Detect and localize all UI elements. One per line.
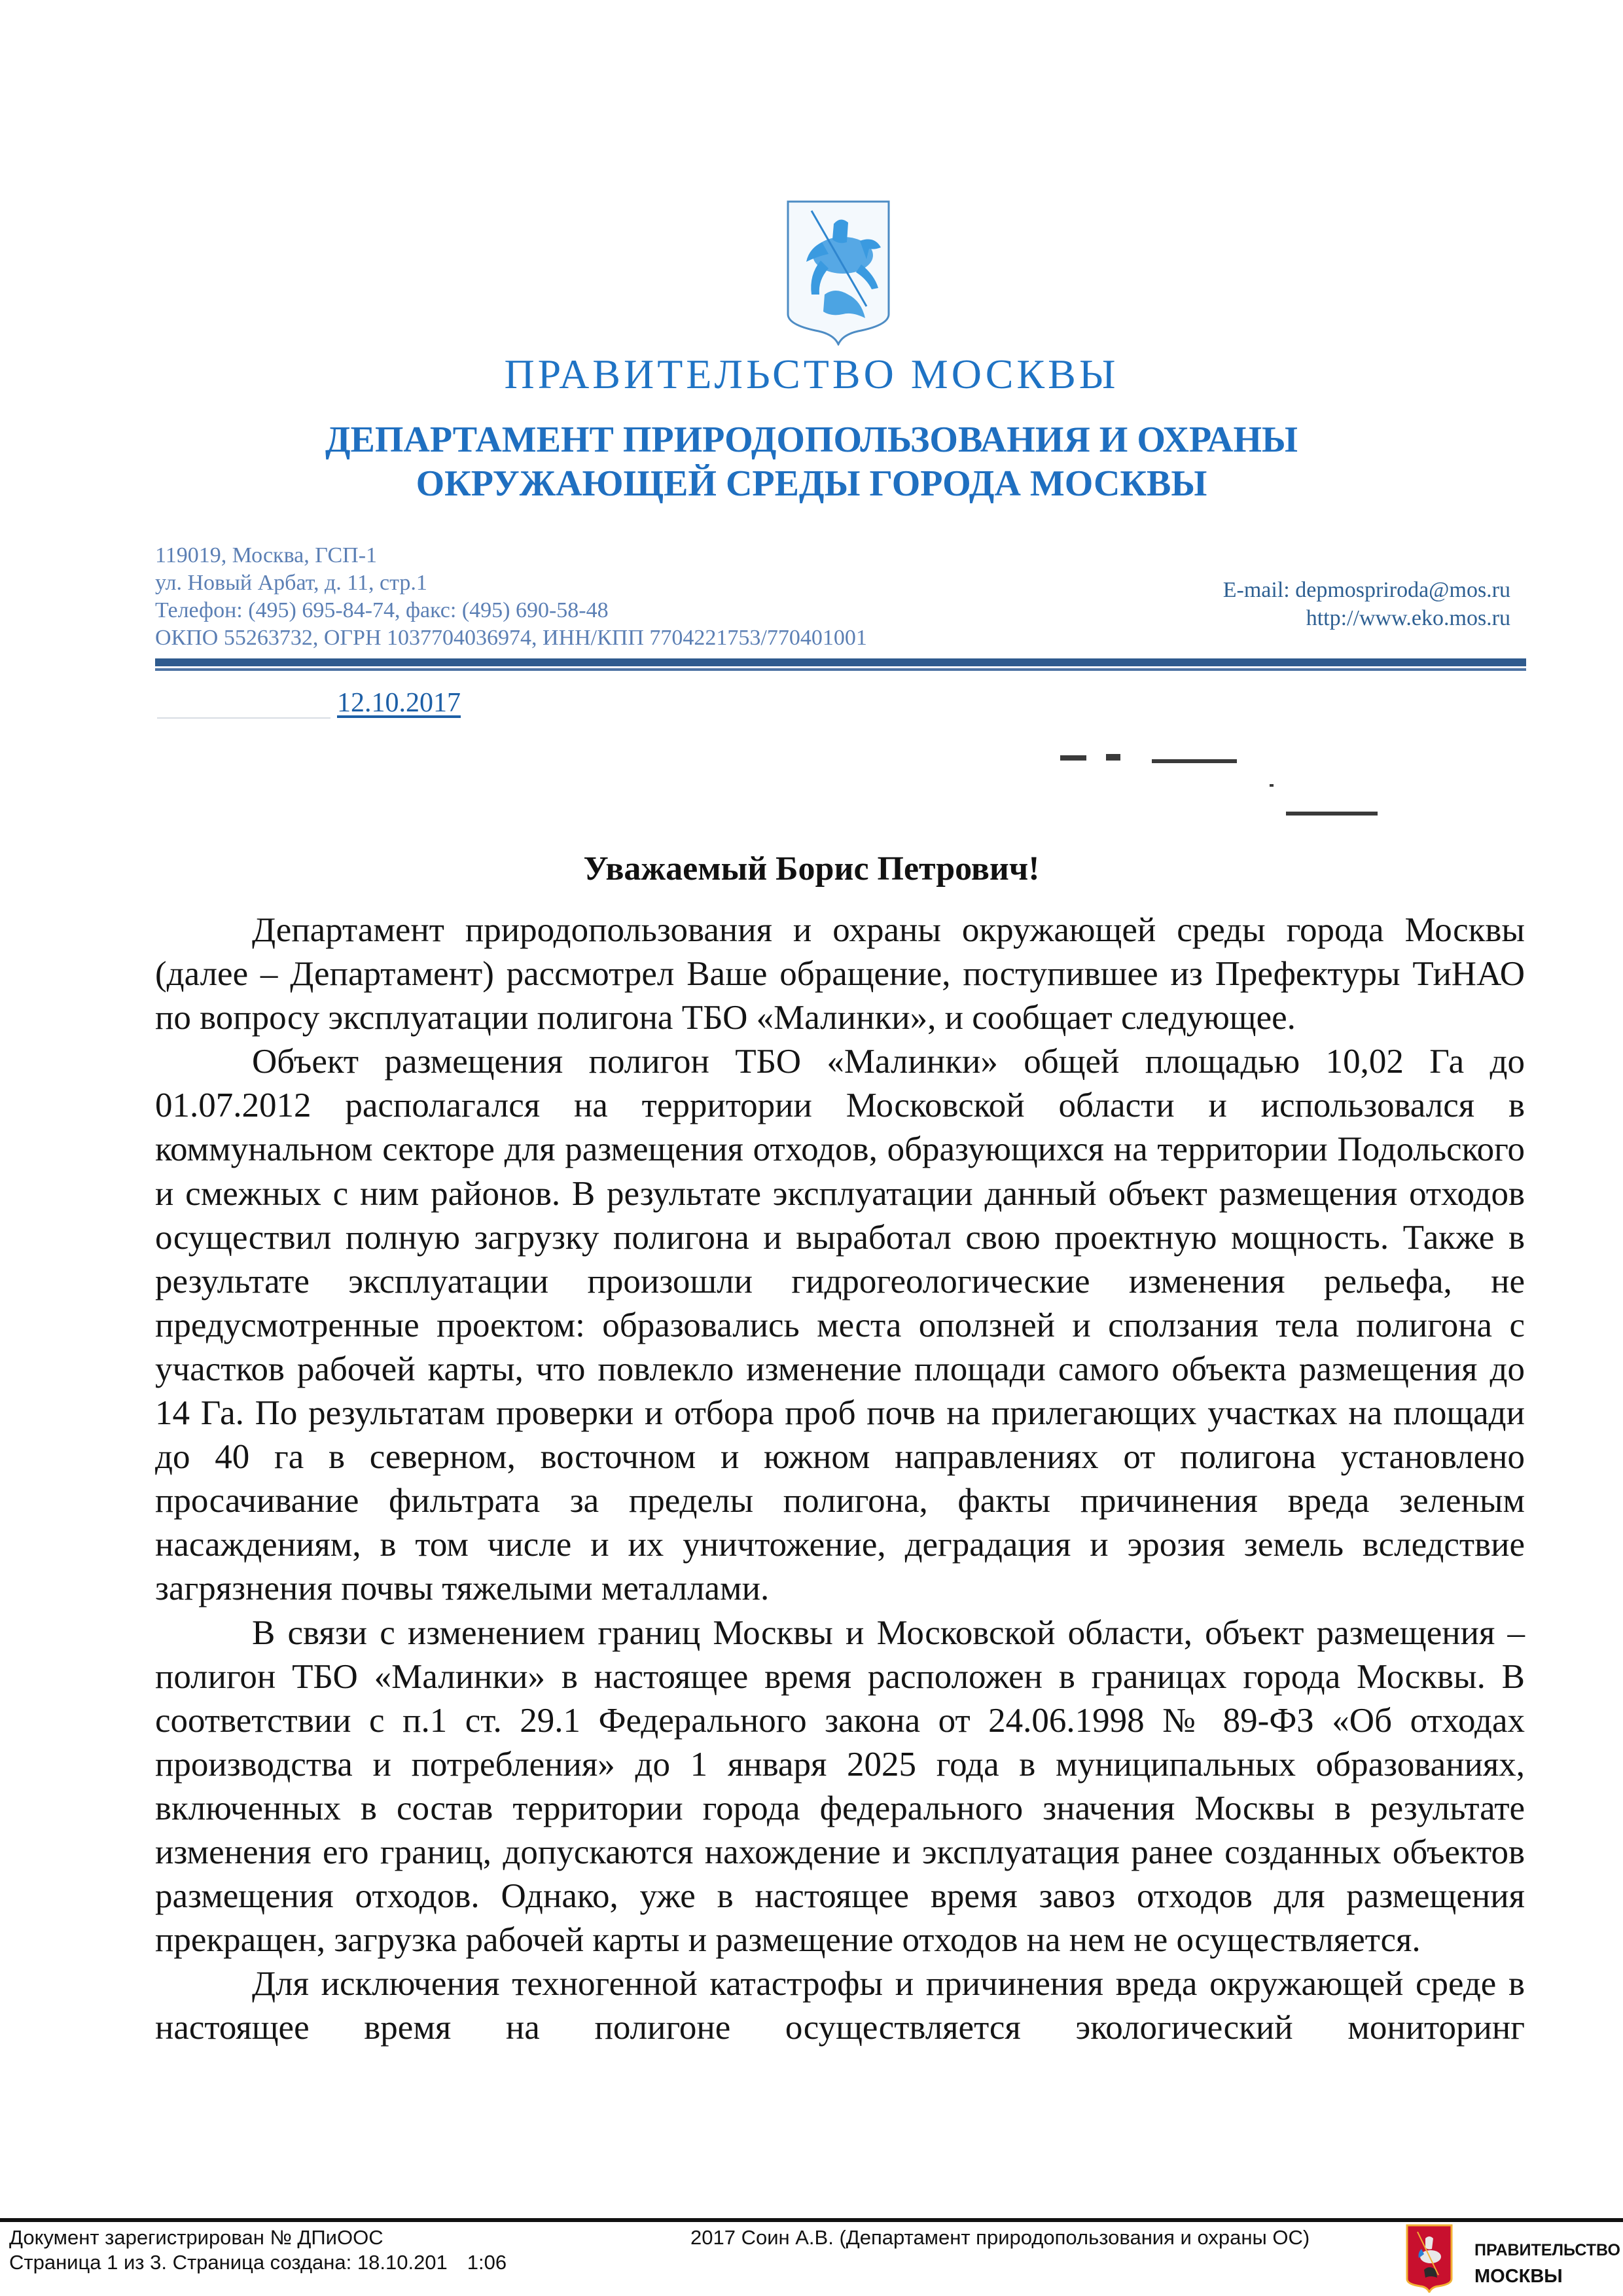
moscow-government-logo-icon <box>1406 2224 1453 2293</box>
address-postal: 119019, Москва, ГСП-1 <box>155 543 378 567</box>
footer-registration-info <box>9 2225 507 2275</box>
government-title: ПРАВИТЕЛЬСТВО МОСКВЫ <box>504 351 1119 397</box>
letterhead-divider <box>155 658 1526 666</box>
footer-brand <box>1474 2237 1620 2289</box>
page-time-suffix: 1:06 <box>467 2251 507 2274</box>
page-info <box>9 2250 507 2275</box>
address-block <box>155 542 867 652</box>
letterhead-divider-thin <box>155 668 1526 671</box>
moscow-coat-of-arms-icon <box>783 196 894 346</box>
paragraph: Департамент природопользования и охраны окружающей среды города Москвы (далее – Департамент) рассмотрел Ваше обращение, поступившее из Префектуры ТиНАО по вопросу эксплуатации полигона ТБО «Малинки», и сообщает следующее. <box>155 911 1525 1037</box>
redacted-recipient <box>1021 746 1335 818</box>
registration-number: Документ зарегистрирован № ДПиООС <box>9 2226 383 2249</box>
brand-line-2: МОСКВЫ <box>1474 2266 1563 2287</box>
paragraph: Для исключения техногенной катастрофы и причинения вреда окружающей среде в настоящее время на полигоне осуществляется экологический мониторинг <box>155 1965 1525 2047</box>
department-title-line-2: ОКРУЖАЮЩЕЙ СРЕДЫ ГОРОДА МОСКВЫ <box>416 463 1207 504</box>
footer-divider <box>0 2218 1623 2222</box>
brand-line-1: ПРАВИТЕЛЬСТВО <box>1474 2241 1620 2259</box>
salutation: Уважаемый Борис Петрович! <box>583 850 1040 888</box>
address-phone: Телефон: (495) 695-84-74, факс: (495) 690-58-48 <box>155 598 609 622</box>
redacted-number-field <box>157 689 330 719</box>
email-link[interactable]: E-mail: depmospriroda@mos.ru <box>1222 578 1510 602</box>
document-date: 12.10.2017 <box>337 688 461 718</box>
paragraph: Объект размещения полигон ТБО «Малинки» общей площадью 10,02 Га до 01.07.2012 располагался на территории Московской области и использовался в коммунальном секторе для размещения отходов, образующихся на территории Подольского и смежных с ним районов. В результате эксплуатации данный объект размещения отходов осуществил полную загрузку полигона и выработал свою проектную мощность. Также в результате эксплуатации произошли гидрогеологические изменения рельефа, не предусмотренные проектом: образовались места оползней и сползания тела полигона с участков рабочей карты, что повлекло изменение площади самого объекта размещения до 14 Га. По результатам проверки и отбора проб почв на прилегающих участках на площади до 40 га в северном, восточном и южном направлениях от полигона установлено просачивание фильтрата за пределы полигона, факты причинения вреда зеленым насаждениям, в том числе и их уничтожение, деградация и эрозия земель вследствие загрязнения почвы тяжелыми металлами. <box>155 1043 1525 1608</box>
department-title-line-1: ДЕПАРТАМЕНТ ПРИРОДОПОЛЬЗОВАНИЯ И ОХРАНЫ <box>325 420 1298 460</box>
footer-signer: 2017 Соин А.В. (Департамент природопользования и охраны ОС) <box>690 2226 1310 2249</box>
address-street: ул. Новый Арбат, д. 11, стр.1 <box>155 571 427 595</box>
contacts-block <box>1223 576 1510 632</box>
website-link[interactable]: http://www.eko.mos.ru <box>1306 606 1510 630</box>
letter-body <box>155 908 1525 2050</box>
address-registry-codes: ОКПО 55263732, ОГРН 1037704036974, ИНН/КПП 7704221753/770401001 <box>155 626 867 650</box>
page-info-text: Страница 1 из 3. Страница создана: 18.10.201 <box>9 2251 448 2274</box>
document-date-line <box>157 687 461 726</box>
paragraph: В связи с изменением границ Москвы и Московской области, объект размещения – полигон ТБО «Малинки» в настоящее время расположен в границах города Москвы. В соответствии с п.1 ст. 29.1 Федерального закона от 24.06.1998 № 89-ФЗ «Об отходах производства и потребления» до 1 января 2025 года в муниципальных образованиях, включенных в состав территории города федерального значения Москвы в результате изменения его границ, допускаются нахождение и эксплуатация ранее созданных объектов размещения отходов. Однако, уже в настоящее время завоз отходов для размещения прекращен, загрузка рабочей карты и размещение отходов на нем не осуществляется. <box>155 1613 1525 1960</box>
